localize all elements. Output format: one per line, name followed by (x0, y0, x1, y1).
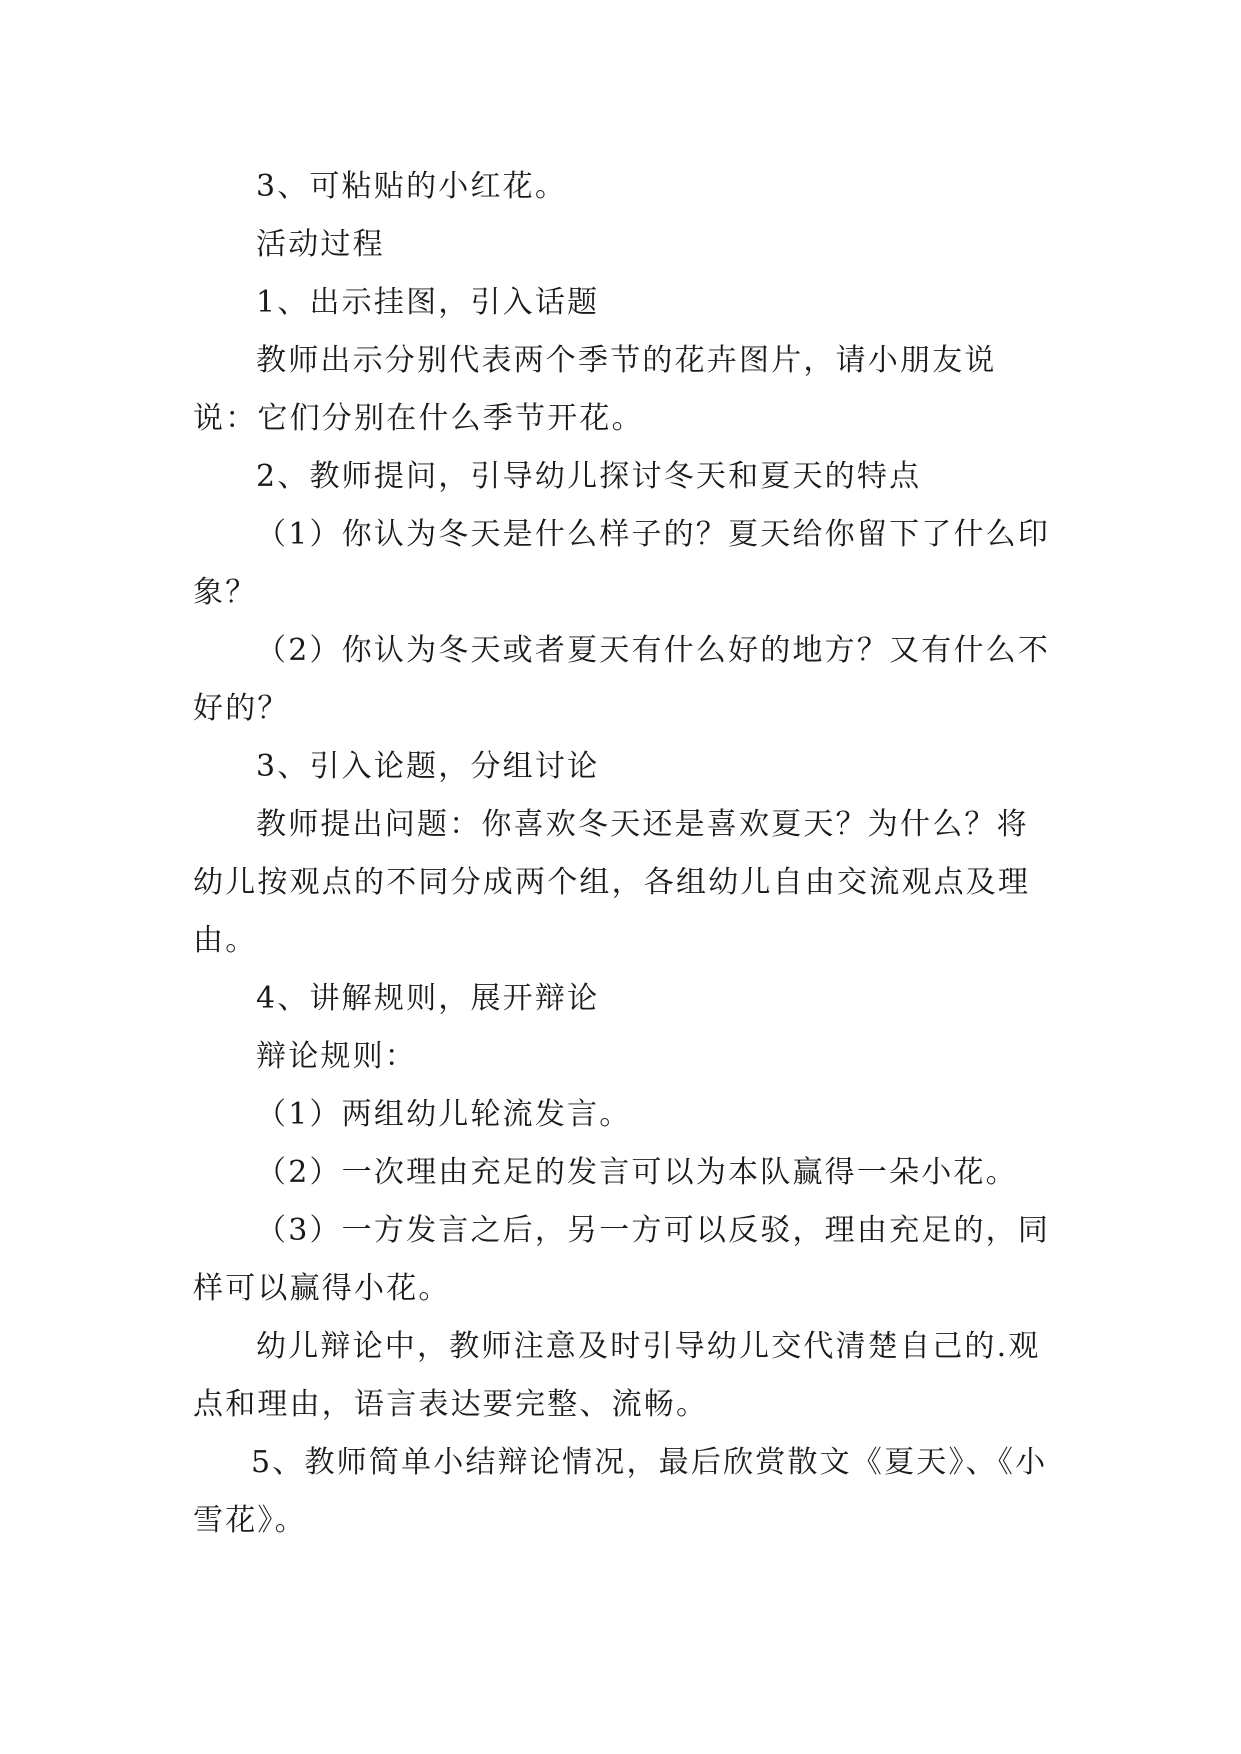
rule-2: （2）一次理由充足的发言可以为本队赢得一朵小花。 (256, 1155, 1018, 1190)
document-body (193, 158, 1051, 1550)
rules-heading: 辩论规则： (256, 1039, 417, 1074)
step-3-heading: 3、引入论题，分组讨论 (256, 749, 600, 784)
step-2-heading: 2、教师提问，引导幼儿探讨冬天和夏天的特点 (256, 459, 922, 494)
paragraph-materials-3: 3、可粘贴的小红花。 (256, 169, 568, 204)
step-4-heading: 4、讲解规则，展开辩论 (256, 981, 600, 1016)
step-1-text: 教师出示分别代表两个季节的花卉图片，请小朋友说说：它们分别在什么季节开花。 (193, 343, 997, 436)
step-1-heading: 1、出示挂图，引入话题 (256, 285, 600, 320)
step-5-text: 5、教师简单小结辩论情况，最后欣赏散文《夏天》、《小雪花》。 (193, 1445, 1048, 1538)
question-2: （2）你认为冬天或者夏天有什么好的地方？又有什么不好的？ (193, 633, 1051, 726)
rule-1: （1）两组幼儿轮流发言。 (256, 1097, 632, 1132)
rule-3: （3）一方发言之后，另一方可以反驳，理由充足的，同样可以赢得小花。 (193, 1213, 1051, 1306)
step-3-text: 教师提出问题：你喜欢冬天还是喜欢夏天？为什么？将幼儿按观点的不同分成两个组，各组幼儿自由交流观点及理由。 (193, 807, 1031, 958)
question-1: （1）你认为冬天是什么样子的？夏天给你留下了什么印象？ (193, 517, 1051, 610)
heading-activity-process: 活动过程 (256, 227, 385, 262)
debate-guidance: 幼儿辩论中，教师注意及时引导幼儿交代清楚自己的.观点和理由，语言表达要完整、流畅。 (193, 1329, 1041, 1422)
